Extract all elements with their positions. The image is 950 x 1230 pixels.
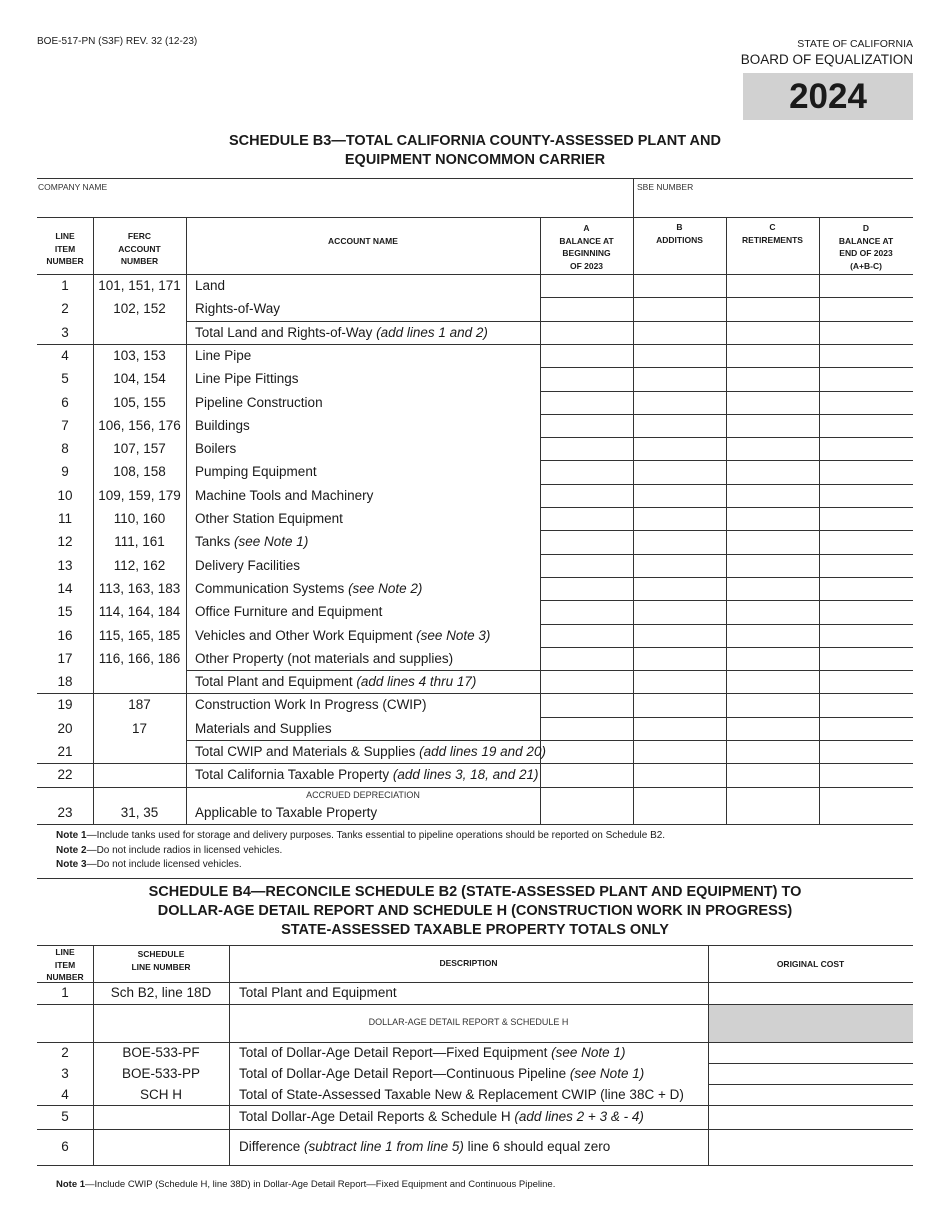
b4-description-text: Total of State-Assessed Taxable New & Replacement CWIP (line 38C + D) bbox=[239, 1086, 684, 1102]
input-col-a[interactable] bbox=[541, 648, 632, 669]
input-col-b[interactable] bbox=[634, 694, 725, 715]
input-col-c[interactable] bbox=[727, 368, 818, 389]
cell-rule bbox=[633, 824, 726, 825]
col-line-item-line: ITEM bbox=[54, 243, 76, 254]
account-name bbox=[195, 510, 343, 528]
line-number: 8 bbox=[61, 441, 69, 457]
ferc-account: 108, 158 bbox=[113, 464, 166, 480]
b4-subheader: DOLLAR-AGE DETAIL REPORT & SCHEDULE H bbox=[368, 1017, 569, 1027]
input-col-c[interactable] bbox=[727, 392, 818, 413]
input-col-a[interactable] bbox=[541, 625, 632, 646]
input-col-a[interactable] bbox=[541, 392, 632, 413]
account-name-text: Vehicles and Other Work Equipment bbox=[195, 627, 417, 643]
b4-note bbox=[56, 1179, 555, 1190]
input-col-b[interactable] bbox=[634, 625, 725, 646]
input-col-a[interactable] bbox=[541, 718, 632, 739]
account-name-note: (add lines 4 thru 17) bbox=[356, 674, 477, 690]
col-b-additions-line: B bbox=[676, 222, 683, 232]
account-name bbox=[195, 743, 546, 761]
b4-line-number: 3 bbox=[61, 1065, 69, 1081]
col-ferc-line: FERC bbox=[127, 231, 152, 241]
input-col-b[interactable] bbox=[634, 555, 725, 576]
ferc-account: 103, 153 bbox=[113, 347, 166, 363]
b3-title-line2: EQUIPMENT NONCOMMON CARRIER bbox=[344, 152, 606, 168]
b4-description-note: (subtract line 1 from line 5) bbox=[304, 1139, 464, 1154]
input-col-c[interactable] bbox=[727, 531, 818, 552]
b4-line-number: 2 bbox=[61, 1044, 69, 1060]
cell-rule bbox=[819, 824, 913, 825]
ferc-account: 104, 154 bbox=[113, 371, 166, 387]
b4-col-line-item bbox=[37, 946, 93, 984]
account-name bbox=[195, 696, 427, 714]
input-col-c[interactable] bbox=[727, 718, 818, 739]
account-name bbox=[195, 804, 377, 822]
input-col-d[interactable] bbox=[820, 298, 912, 319]
b4-title-line3: STATE-ASSESSED TAXABLE PROPERTY TOTALS ONLY bbox=[281, 922, 669, 938]
input-col-c[interactable] bbox=[727, 648, 818, 669]
ferc-account: 114, 164, 184 bbox=[98, 604, 181, 620]
accrued-depreciation-label: ACCRUED DEPRECIATION bbox=[306, 789, 420, 800]
company-name-label: COMPANY NAME bbox=[38, 182, 108, 192]
account-name-text: Total Land and Rights-of-Way bbox=[195, 324, 377, 340]
input-col-c[interactable] bbox=[727, 508, 818, 529]
account-name-text: Line Pipe bbox=[195, 347, 252, 363]
b4-schedule-line: SCH H bbox=[139, 1086, 182, 1102]
b4-schedule-line: BOE-533-PP bbox=[121, 1065, 201, 1081]
input-col-c[interactable] bbox=[727, 788, 818, 823]
original-cost-input[interactable] bbox=[709, 1130, 912, 1164]
col-line-item-line: NUMBER bbox=[46, 256, 84, 266]
b4-note-label: Note 1 bbox=[56, 1179, 86, 1190]
note-text: —Do not include licensed vehicles. bbox=[86, 859, 242, 870]
input-col-c[interactable] bbox=[727, 578, 818, 599]
line-number: 18 bbox=[57, 674, 73, 690]
input-col-c[interactable] bbox=[727, 415, 818, 436]
account-name-text: Office Furniture and Equipment bbox=[195, 604, 383, 620]
line-number: 14 bbox=[57, 580, 73, 596]
input-col-b[interactable] bbox=[634, 764, 725, 785]
line-number: 23 bbox=[57, 804, 73, 820]
account-name-text: Boilers bbox=[195, 441, 237, 457]
line-number: 6 bbox=[61, 394, 69, 410]
line-number: 22 bbox=[57, 767, 73, 783]
col-d-balance-end-line: (A+B-C) bbox=[850, 260, 882, 271]
original-cost-input[interactable] bbox=[709, 1043, 912, 1062]
b4-line-number: 5 bbox=[61, 1109, 69, 1124]
input-col-a[interactable] bbox=[541, 764, 632, 785]
account-name bbox=[195, 557, 300, 575]
input-col-a[interactable] bbox=[541, 741, 632, 762]
ferc-account: 102, 152 bbox=[113, 301, 166, 317]
col-account-name bbox=[186, 235, 540, 248]
account-name bbox=[195, 394, 323, 412]
b4-description-note: (see Note 1) bbox=[569, 1065, 645, 1081]
b4-description-text: Difference bbox=[239, 1139, 305, 1154]
account-name bbox=[195, 440, 236, 458]
input-col-a[interactable] bbox=[541, 694, 632, 715]
b4-col-schedule-line-line: LINE NUMBER bbox=[131, 961, 191, 972]
note-text: —Include tanks used for storage and delivery purposes. Tanks essential to pipeline operations should be reported on Schedule B2. bbox=[86, 830, 666, 841]
ferc-account: 111, 161 bbox=[114, 534, 165, 550]
b4-col-line-item-line: ITEM bbox=[54, 959, 76, 970]
line-number: 2 bbox=[61, 301, 69, 317]
input-col-c[interactable] bbox=[727, 298, 818, 319]
input-col-d[interactable] bbox=[820, 485, 912, 506]
b4-description-text: Total of Dollar-Age Detail Report—Continuous Pipeline bbox=[239, 1065, 570, 1081]
ferc-account: 31, 35 bbox=[120, 804, 159, 820]
b4-line-number: 1 bbox=[61, 985, 69, 1000]
ferc-account: 116, 166, 186 bbox=[98, 650, 181, 666]
b4-col-schedule-line bbox=[93, 948, 229, 973]
line-number: 16 bbox=[57, 627, 73, 643]
original-cost-input[interactable] bbox=[709, 983, 912, 1003]
line-number: 21 bbox=[57, 744, 73, 759]
b4-description-tail: line 6 should equal zero bbox=[463, 1139, 611, 1154]
col-line-item bbox=[37, 230, 93, 268]
input-col-d[interactable] bbox=[820, 508, 912, 529]
input-col-b[interactable] bbox=[634, 392, 725, 413]
col-d-balance-end-line: END OF 2023 bbox=[839, 248, 893, 258]
input-col-c[interactable] bbox=[727, 741, 818, 762]
input-col-c[interactable] bbox=[727, 438, 818, 459]
b4-col-original-cost-line: ORIGINAL COST bbox=[776, 959, 845, 969]
input-col-b[interactable] bbox=[634, 438, 725, 459]
account-name-text: Land bbox=[195, 278, 226, 293]
input-col-d[interactable] bbox=[820, 601, 912, 622]
line-number: 9 bbox=[61, 464, 69, 480]
account-name-text: Buildings bbox=[195, 417, 250, 433]
line-number: 7 bbox=[61, 417, 69, 433]
input-col-c[interactable] bbox=[727, 625, 818, 646]
input-col-b[interactable] bbox=[634, 531, 725, 552]
account-name bbox=[195, 603, 382, 621]
input-col-a[interactable] bbox=[541, 345, 632, 366]
input-col-c[interactable] bbox=[727, 601, 818, 622]
b4-description-note: (see Note 1) bbox=[551, 1044, 626, 1060]
input-col-d[interactable] bbox=[820, 392, 912, 413]
b4-description-note: (add lines 2 + 3 & - 4) bbox=[514, 1109, 644, 1124]
account-name bbox=[195, 347, 251, 365]
col-a-balance-begin bbox=[540, 222, 633, 272]
line-number: 20 bbox=[57, 720, 73, 736]
input-col-b[interactable] bbox=[634, 322, 725, 343]
b4-description bbox=[239, 1086, 684, 1104]
input-col-a[interactable] bbox=[541, 461, 632, 482]
input-col-d[interactable] bbox=[820, 555, 912, 576]
input-col-a[interactable] bbox=[541, 508, 632, 529]
company-name-input[interactable] bbox=[37, 192, 629, 216]
col-a-balance-begin-line: BALANCE AT bbox=[559, 235, 614, 246]
b4-description-text: Total Dollar-Age Detail Reports & Schedule H bbox=[239, 1109, 515, 1124]
input-col-d[interactable] bbox=[820, 671, 912, 692]
line-number: 4 bbox=[61, 347, 69, 363]
ferc-account: 106, 156, 176 bbox=[98, 417, 181, 433]
note-text: —Do not include radios in licensed vehicles. bbox=[86, 844, 283, 856]
note-line bbox=[56, 859, 242, 870]
ferc-account: 105, 155 bbox=[113, 394, 166, 410]
input-col-d[interactable] bbox=[820, 741, 912, 762]
account-name-note: (add lines 19 and 20) bbox=[419, 744, 546, 759]
account-name-text: Total CWIP and Materials & Supplies bbox=[195, 744, 420, 759]
ferc-account: 113, 163, 183 bbox=[98, 580, 181, 596]
sbe-number-input[interactable] bbox=[636, 192, 911, 216]
input-col-b[interactable] bbox=[634, 741, 725, 762]
b4-col-schedule-line-line: SCHEDULE bbox=[137, 949, 185, 959]
col-b-additions bbox=[633, 221, 726, 246]
input-col-d[interactable] bbox=[820, 531, 912, 552]
input-col-b[interactable] bbox=[634, 368, 725, 389]
input-col-b[interactable] bbox=[634, 275, 725, 296]
b4-line-number: 4 bbox=[61, 1086, 69, 1102]
b4-col-description-line: DESCRIPTION bbox=[439, 958, 498, 968]
input-col-b[interactable] bbox=[634, 485, 725, 506]
account-name-text: Tanks bbox=[195, 534, 235, 550]
b4-description bbox=[239, 1065, 644, 1083]
account-name-text: Total California Taxable Property bbox=[195, 767, 393, 783]
input-col-c[interactable] bbox=[727, 345, 818, 366]
input-col-d[interactable] bbox=[820, 578, 912, 599]
input-col-d[interactable] bbox=[820, 718, 912, 739]
ferc-account: 17 bbox=[131, 720, 148, 736]
account-name-note: (see Note 2) bbox=[348, 580, 423, 596]
original-cost-input[interactable] bbox=[709, 1106, 912, 1128]
b4-schedule-line: BOE-533-PF bbox=[122, 1044, 200, 1060]
col-a-balance-begin-line: A bbox=[583, 223, 590, 233]
note-label: Note 3 bbox=[56, 859, 87, 870]
line-number: 10 bbox=[57, 487, 73, 503]
original-cost-input[interactable] bbox=[709, 1064, 912, 1083]
shaded-cell bbox=[709, 1005, 913, 1042]
input-col-d[interactable] bbox=[820, 368, 912, 389]
account-name-text: Line Pipe Fittings bbox=[195, 371, 299, 387]
note-line bbox=[56, 845, 282, 856]
account-name-text: Construction Work In Progress (CWIP) bbox=[195, 697, 427, 713]
input-col-b[interactable] bbox=[634, 298, 725, 319]
account-name-text: Pumping Equipment bbox=[195, 464, 317, 480]
line-number: 5 bbox=[61, 371, 69, 387]
input-col-c[interactable] bbox=[727, 555, 818, 576]
col-d-balance-end-line: BALANCE AT bbox=[838, 235, 894, 246]
b4-col-original-cost bbox=[708, 958, 913, 971]
account-name-text: Applicable to Taxable Property bbox=[195, 804, 378, 820]
line-number: 1 bbox=[61, 278, 69, 293]
input-col-c[interactable] bbox=[727, 322, 818, 343]
input-col-d[interactable] bbox=[820, 438, 912, 459]
input-col-a[interactable] bbox=[541, 601, 632, 622]
account-name bbox=[195, 627, 490, 645]
account-name bbox=[195, 487, 373, 505]
ferc-account: 112, 162 bbox=[113, 557, 166, 573]
b4-schedule-line: Sch B2, line 18D bbox=[110, 985, 212, 1000]
account-name bbox=[195, 324, 488, 342]
account-name bbox=[195, 673, 476, 691]
b4-title-line1: SCHEDULE B4—RECONCILE SCHEDULE B2 (STATE-ASSESSED PLANT AND EQUIPMENT) TO bbox=[148, 884, 802, 900]
account-name bbox=[195, 300, 280, 318]
col-ferc-line: NUMBER bbox=[120, 256, 159, 266]
account-name-text: Communication Systems bbox=[195, 580, 349, 596]
input-col-b[interactable] bbox=[634, 788, 725, 823]
account-name-note: (see Note 3) bbox=[416, 627, 491, 643]
account-name-text: Materials and Supplies bbox=[195, 720, 332, 736]
input-col-b[interactable] bbox=[634, 718, 725, 739]
col-line-item-line: LINE bbox=[55, 231, 75, 241]
input-col-a[interactable] bbox=[541, 322, 632, 343]
account-name bbox=[195, 417, 250, 435]
line-number: 13 bbox=[57, 557, 73, 573]
account-name-note: (add lines 1 and 2) bbox=[376, 324, 488, 340]
b4-description bbox=[239, 1044, 625, 1062]
ferc-account: 187 bbox=[128, 697, 151, 713]
input-col-b[interactable] bbox=[634, 578, 725, 599]
input-col-a[interactable] bbox=[541, 298, 632, 319]
b4-description bbox=[239, 1108, 644, 1126]
b4-line-number: 6 bbox=[61, 1139, 69, 1154]
form-id: BOE-517-PN (S3F) REV. 32 (12-23) bbox=[37, 36, 198, 47]
rule-line bbox=[37, 217, 913, 218]
b4-col-line-item-line: LINE bbox=[55, 947, 75, 957]
input-col-b[interactable] bbox=[634, 648, 725, 669]
input-col-d[interactable] bbox=[820, 461, 912, 482]
cell-rule bbox=[726, 824, 819, 825]
account-name-text: Pipeline Construction bbox=[195, 394, 323, 410]
input-col-b[interactable] bbox=[634, 671, 725, 692]
line-number: 17 bbox=[57, 650, 73, 666]
ferc-account: 115, 165, 185 bbox=[98, 627, 181, 643]
account-name-note: (see Note 1) bbox=[234, 534, 309, 550]
col-b-additions-line: ADDITIONS bbox=[656, 234, 703, 245]
account-name-text: Machine Tools and Machinery bbox=[195, 487, 374, 503]
col-d-balance-end bbox=[819, 222, 913, 272]
ferc-account: 107, 157 bbox=[113, 441, 166, 457]
ferc-account: 110, 160 bbox=[113, 511, 166, 526]
ferc-account: 109, 159, 179 bbox=[98, 487, 181, 503]
b4-note-text: —Include CWIP (Schedule H, line 38D) in Dollar-Age Detail Report—Fixed Equipment and Continuous Pipeline. bbox=[85, 1179, 556, 1190]
input-col-c[interactable] bbox=[727, 694, 818, 715]
b4-col-description bbox=[229, 957, 708, 970]
account-name-text: Rights-of-Way bbox=[195, 301, 281, 317]
col-c-retirements-line: C bbox=[769, 222, 776, 232]
input-col-c[interactable] bbox=[727, 671, 818, 692]
original-cost-input[interactable] bbox=[709, 1085, 912, 1104]
account-name-text: Total Plant and Equipment bbox=[195, 674, 357, 690]
sbe-number-label: SBE NUMBER bbox=[637, 182, 694, 192]
input-col-b[interactable] bbox=[634, 461, 725, 482]
rule-line bbox=[37, 1165, 913, 1166]
col-a-balance-begin-line: BEGINNING bbox=[562, 248, 611, 258]
input-col-a[interactable] bbox=[541, 671, 632, 692]
line-number: 3 bbox=[61, 324, 69, 340]
input-col-c[interactable] bbox=[727, 485, 818, 506]
col-ferc-line: ACCOUNT bbox=[118, 243, 161, 254]
account-name-text: Other Station Equipment bbox=[195, 511, 343, 526]
input-col-b[interactable] bbox=[634, 345, 725, 366]
note-line bbox=[56, 830, 665, 841]
line-number: 11 bbox=[57, 511, 72, 526]
col-account-name-line: ACCOUNT NAME bbox=[328, 236, 398, 246]
input-col-d[interactable] bbox=[820, 322, 912, 343]
input-col-c[interactable] bbox=[727, 461, 818, 482]
account-name bbox=[195, 533, 308, 551]
cell-rule bbox=[540, 824, 633, 825]
input-col-d[interactable] bbox=[820, 788, 912, 823]
rule-line bbox=[37, 945, 913, 946]
input-col-a[interactable] bbox=[541, 275, 632, 296]
input-col-a[interactable] bbox=[541, 788, 632, 823]
b4-description-text: Total of Dollar-Age Detail Report—Fixed Equipment bbox=[239, 1044, 552, 1060]
b4-description-text: Total Plant and Equipment bbox=[239, 985, 397, 1000]
note-label: Note 2 bbox=[56, 844, 87, 856]
col-c-retirements-line: RETIREMENTS bbox=[742, 234, 803, 245]
line-number: 12 bbox=[57, 534, 73, 550]
account-name-note: (add lines 3, 18, and 21) bbox=[392, 767, 539, 783]
col-d-balance-end-line: D bbox=[862, 223, 870, 233]
state-label: STATE OF CALIFORNIA bbox=[797, 38, 913, 50]
input-col-b[interactable] bbox=[634, 601, 725, 622]
account-name bbox=[195, 580, 422, 598]
col-ferc bbox=[93, 230, 186, 268]
input-col-c[interactable] bbox=[727, 764, 818, 785]
input-col-b[interactable] bbox=[634, 415, 725, 436]
b4-description bbox=[239, 984, 397, 1002]
input-col-a[interactable] bbox=[541, 438, 632, 459]
note-label: Note 1 bbox=[56, 830, 87, 841]
input-col-d[interactable] bbox=[820, 648, 912, 669]
input-col-d[interactable] bbox=[820, 625, 912, 646]
b4-description bbox=[239, 1138, 610, 1156]
b4-title-line2: DOLLAR-AGE DETAIL REPORT AND SCHEDULE H (CONSTRUCTION WORK IN PROGRESS) bbox=[157, 903, 793, 919]
input-col-d[interactable] bbox=[820, 415, 912, 436]
account-name bbox=[195, 463, 317, 481]
account-name bbox=[195, 720, 332, 738]
input-col-a[interactable] bbox=[541, 531, 632, 552]
b3-title-line1: SCHEDULE B3—TOTAL CALIFORNIA COUNTY-ASSESSED PLANT AND bbox=[229, 133, 721, 149]
col-a-balance-begin-line: OF 2023 bbox=[569, 260, 604, 271]
input-col-a[interactable] bbox=[541, 578, 632, 599]
input-col-a[interactable] bbox=[541, 485, 632, 506]
line-number: 15 bbox=[57, 604, 73, 620]
line-number: 19 bbox=[57, 697, 73, 713]
input-col-b[interactable] bbox=[634, 508, 725, 529]
input-col-d[interactable] bbox=[820, 764, 912, 785]
account-name bbox=[195, 370, 299, 388]
input-col-a[interactable] bbox=[541, 415, 632, 436]
account-name-text: Other Property (not materials and supplies) bbox=[195, 650, 454, 666]
account-name-text: Delivery Facilities bbox=[195, 557, 301, 573]
input-col-a[interactable] bbox=[541, 555, 632, 576]
account-name bbox=[195, 766, 538, 784]
account-name bbox=[195, 650, 453, 668]
b4-col-line-item-line: NUMBER bbox=[46, 972, 84, 982]
account-name bbox=[195, 277, 225, 295]
ferc-account: 101, 151, 171 bbox=[98, 278, 181, 293]
input-col-d[interactable] bbox=[820, 694, 912, 715]
col-c-retirements bbox=[726, 221, 819, 246]
year-box: 2024 bbox=[743, 73, 913, 120]
input-col-d[interactable] bbox=[820, 275, 912, 296]
input-col-d[interactable] bbox=[820, 345, 912, 366]
input-col-a[interactable] bbox=[541, 368, 632, 389]
board-label: BOARD OF EQUALIZATION bbox=[740, 52, 913, 67]
input-col-c[interactable] bbox=[727, 275, 818, 296]
